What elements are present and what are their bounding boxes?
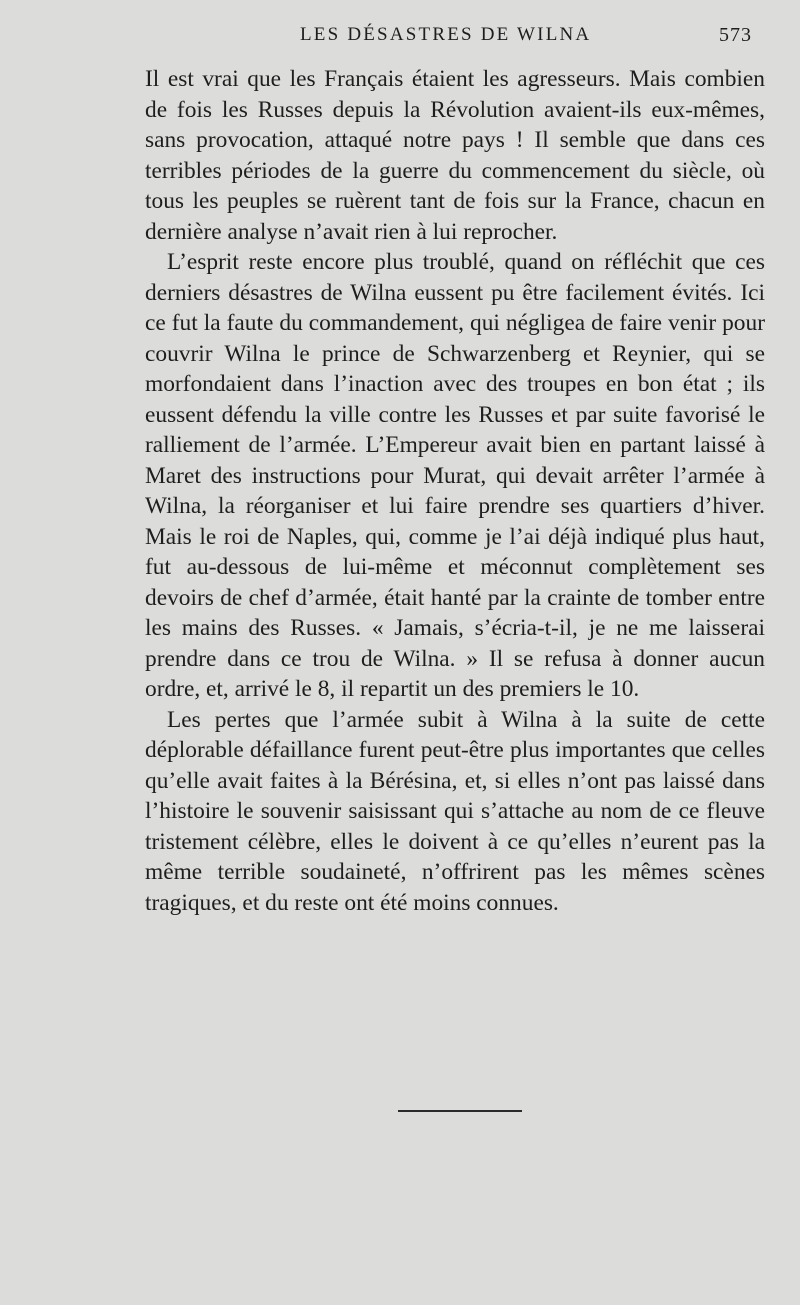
body-text <box>145 64 765 918</box>
end-rule <box>398 1110 522 1112</box>
running-title: LES DÉSASTRES DE WILNA <box>300 24 592 45</box>
page-header <box>0 24 800 54</box>
paragraph-2: L’esprit reste encore plus troublé, quand on réfléchit que ces derniers désastres de Wilna eussent pu être facilement évités. Ici ce fut la faute du commandement, qui négligea de faire venir pour couvrir Wilna le prince de Schwarzenberg et Reynier, qui se morfondaient dans l’inaction avec des troupes en bon état ; ils eussent défendu la ville contre les Russes et par suite favorisé le ralliement de l’armée. L’Empereur avait bien en partant laissé à Maret des instructions pour Murat, qui devait arrêter l’armée à Wilna, la réorganiser et lui faire prendre ses quartiers d’hiver. Mais le roi de Naples, qui, comme je l’ai déjà indiqué plus haut, fut au-dessous de lui-même et méconnut complètement ses devoirs de chef d’armée, était hanté par la crainte de tomber entre les mains des Russes. « Jamais, s’écria-t-il, je ne me laisserai prendre dans ce trou de Wilna. » Il se refusa à donner aucun ordre, et, arrivé le 8, il repartit un des premiers le 10. <box>145 249 765 702</box>
page-number: 573 <box>719 24 752 46</box>
paragraph-3: Les pertes que l’armée subit à Wilna à la suite de cette déplorable défaillance furent peut-être plus importantes que celles qu’elle avait faites à la Bérésina, et, si elles n’ont pas laissé dans l’histoire le souvenir saisissant qui s’attache au nom de ce fleuve tristement célèbre, elles le doivent à ce qu’elles n’eurent pas la même terrible soudaineté, n’offrirent pas les mêmes scènes tragiques, et du reste ont été moins connues. <box>145 706 765 916</box>
paragraph-1: Il est vrai que les Français étaient les agresseurs. Mais combien de fois les Russes depuis la Révolution avaient-ils eux-mêmes, sans provocation, attaqué notre pays ! Il semble que dans ces terribles périodes de la guerre du commencement du siècle, où tous les peuples se ruèrent tant de fois sur la France, chacun en dernière analyse n’avait rien à lui reprocher. <box>145 66 765 245</box>
